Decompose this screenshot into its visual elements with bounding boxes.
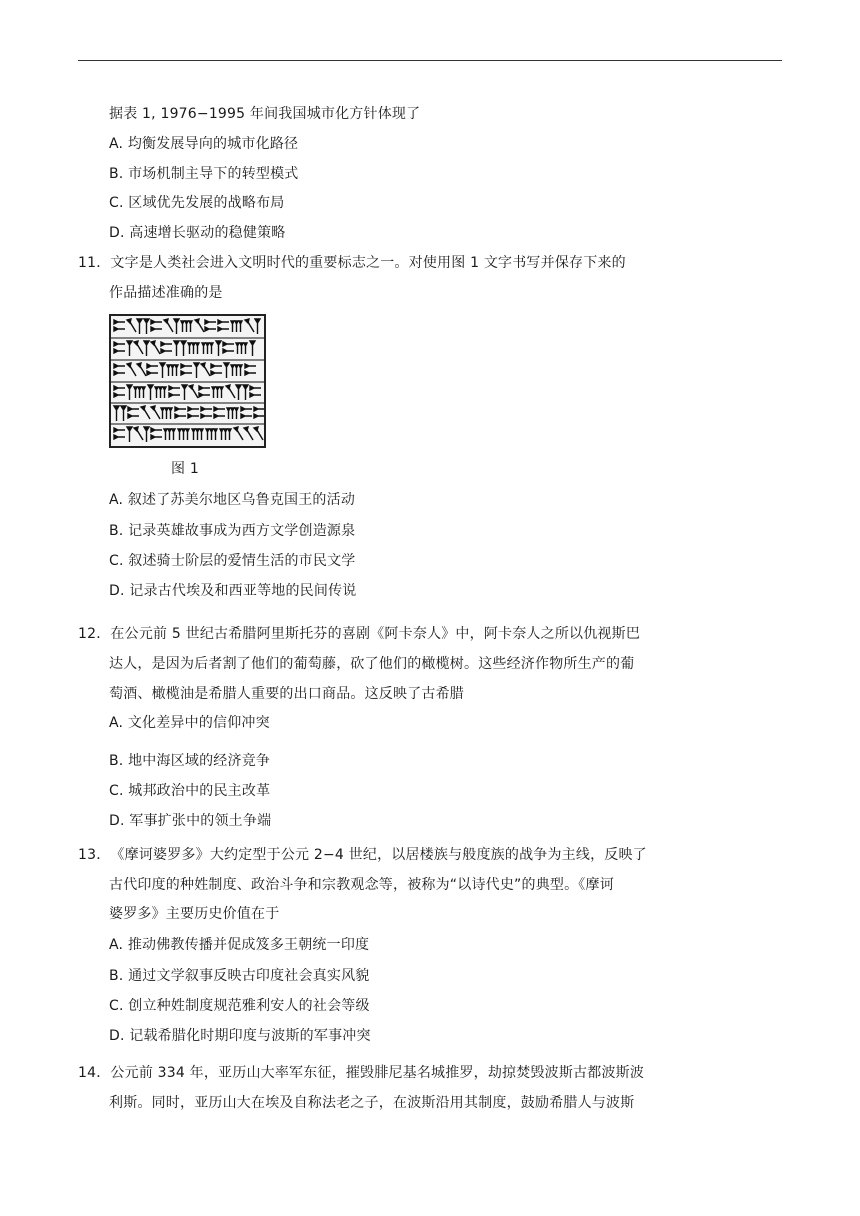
q12-option-d: D. 军事扩张中的领土争端: [109, 813, 272, 829]
cuneiform-glyphs: [111, 316, 264, 446]
q11-stem-line-2: 作品描述准确的是: [109, 285, 223, 301]
q13-stem-text-1: 《摩诃婆罗多》大约定型于公元 2−4 世纪，以居楼族与般度族的战争为主线，反映了: [110, 847, 647, 863]
q12-option-b: B. 地中海区域的经济竞争: [109, 753, 271, 769]
q13-option-d: D. 记载希腊化时期印度与波斯的军事冲突: [109, 1028, 371, 1044]
q12-stem-line-2: 达人，是因为后者割了他们的葡萄藤，砍了他们的橄榄树。这些经济作物所生产的葡: [109, 656, 635, 672]
q14-stem-text-1: 公元前 334 年，亚历山大率军东征，摧毁腓尼基名城推罗，劫掠焚毁波斯古都波斯波: [110, 1065, 645, 1081]
header-rule: [78, 60, 782, 61]
q13-option-b: B. 通过文学叙事反映古印度社会真实风貌: [109, 968, 370, 984]
q13-option-a: A. 推动佛教传播并促成笈多王朝统一印度: [109, 937, 370, 953]
q13-stem-line-3: 婆罗多》主要历史价值在于: [109, 906, 280, 922]
q13-number: 13．: [78, 847, 111, 863]
q14-stem-line-1: [78, 1063, 644, 1083]
q10-stem: 据表 1, 1976−1995 年间我国城市化方针体现了: [109, 106, 421, 122]
cuneiform-figure: [109, 314, 266, 448]
q10-option-a: A. 均衡发展导向的城市化路径: [109, 136, 299, 152]
q14-stem-line-2: 利斯。同时，亚历山大在埃及自称法老之子，在波斯沿用其制度，鼓励希腊人与波斯: [109, 1095, 635, 1111]
q12-stem-text-1: 在公元前 5 世纪古希腊阿里斯托芬的喜剧《阿卡奈人》中，阿卡奈人之所以仇视斯巴: [110, 626, 641, 642]
q12-stem-line-3: 萄酒、橄榄油是希腊人重要的出口商品。这反映了古希腊: [109, 686, 464, 702]
q12-number: 12．: [78, 626, 111, 642]
q11-option-d: D. 记录古代埃及和西亚等地的民间传说: [109, 583, 357, 599]
q11-option-b: B. 记录英雄故事成为西方文学创造源泉: [109, 523, 356, 539]
q14-number: 14．: [78, 1065, 111, 1081]
q11-stem-text-1: 文字是人类社会进入文明时代的重要标志之一。对使用图 1 文字书写并保存下来的: [110, 255, 626, 271]
q11-number: 11．: [78, 255, 111, 271]
q10-option-b: B. 市场机制主导下的转型模式: [109, 166, 299, 182]
q13-option-c: C. 创立种姓制度规范雅利安人的社会等级: [109, 998, 370, 1014]
q10-option-c: C. 区域优先发展的战略布局: [109, 195, 285, 211]
q11-stem-line-1: [78, 253, 626, 273]
q12-option-a: A. 文化差异中的信仰冲突: [109, 715, 270, 731]
q10-option-d: D. 高速增长驱动的稳健策略: [109, 225, 286, 241]
q11-option-a: A. 叙述了苏美尔地区乌鲁克国王的活动: [109, 492, 356, 508]
q13-stem-line-1: [78, 845, 647, 865]
q12-stem-line-1: [78, 624, 640, 644]
q13-stem-line-2: 古代印度的种姓制度、政治斗争和宗教观念等，被称为“以诗代史”的典型。《摩诃: [109, 877, 614, 893]
q11-option-c: C. 叙述骑士阶层的爱情生活的市民文学: [109, 553, 356, 569]
q12-option-c: C. 城邦政治中的民主改革: [109, 783, 271, 799]
figure-caption: 图 1: [171, 461, 199, 477]
